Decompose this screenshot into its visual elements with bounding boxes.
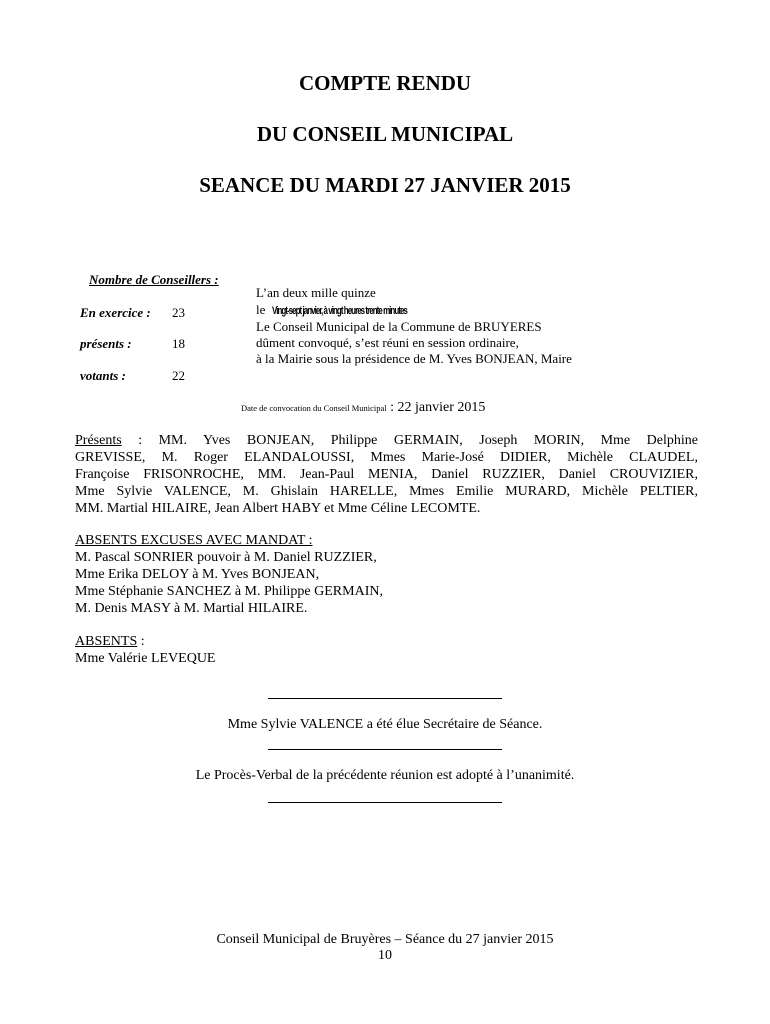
convocation-line: [241, 398, 485, 416]
absents-heading: ABSENTS: [75, 634, 138, 649]
intro-line-year: L’an deux mille quinze: [256, 285, 376, 300]
separator-rule: [268, 698, 502, 699]
absent-excuse-item: Mme Stéphanie SANCHEZ à M. Philippe GERMAIN,: [75, 584, 383, 599]
presents-line-4: Mme Sylvie VALENCE, M. Ghislain HARELLE, Mmes Emilie MURARD, Michèle PELTIER,: [75, 484, 698, 499]
separator-rule: [268, 802, 502, 803]
absents-heading-suffix: :: [137, 634, 145, 649]
document-title: COMPTE RENDU: [298, 71, 472, 95]
presents-line-2: GREVISSE, M. Roger ELANDALOUSSI, Mmes Marie-José DIDIER, Michèle CLAUDEL,: [75, 450, 698, 465]
exercice-value: 23: [172, 305, 185, 320]
presents-count-label: présents :: [80, 336, 132, 351]
intro-line-convoque: dûment convoqué, s’est réuni en session ordinaire,: [256, 335, 519, 350]
proces-verbal-resolution: Le Procès-Verbal de la précédente réunion est adopté à l’unanimité.: [195, 768, 575, 783]
absents-section: [75, 633, 698, 667]
absents-excuses-section: [75, 532, 698, 617]
votants-value: 22: [172, 368, 185, 383]
presents-line-3: Françoise FRISONROCHE, MM. Jean-Paul MENIA, Daniel RUZZIER, Daniel CROUVIZIER,: [75, 467, 698, 482]
convocation-label: Date de convocation du Conseil Municipal: [241, 403, 387, 413]
presents-paragraph: [75, 432, 698, 517]
votants-label: votants :: [80, 368, 126, 383]
document-subtitle: DU CONSEIL MUNICIPAL: [256, 122, 514, 146]
page-number: 10: [378, 948, 392, 963]
exercice-label: En exercice :: [80, 305, 151, 320]
presents-count-value: 18: [172, 336, 185, 351]
intro-date-text: Vingt-sept janvier, à vingt heures trente minutes: [271, 305, 407, 317]
footer-text: Conseil Municipal de Bruyères – Séance du 27 janvier 2015: [216, 932, 554, 947]
absent-excuse-item: M. Pascal SONRIER pouvoir à M. Daniel RUZZIER,: [75, 550, 377, 565]
absents-excuses-heading: ABSENTS EXCUSES AVEC MANDAT :: [75, 533, 313, 548]
conseillers-heading: Nombre de Conseillers :: [89, 272, 219, 287]
presents-line-1: : MM. Yves BONJEAN, Philippe GERMAIN, Joseph MORIN, Mme Delphine: [121, 433, 698, 448]
session-title: SEANCE DU MARDI 27 JANVIER 2015: [199, 173, 571, 197]
intro-date-prefix: le: [256, 302, 266, 317]
intro-line-date: [256, 302, 459, 318]
convocation-date: 22 janvier 2015: [397, 400, 486, 415]
intro-line-presidence: à la Mairie sous la présidence de M. Yves BONJEAN, Maire: [256, 351, 572, 366]
absent-name: Mme Valérie LEVEQUE: [75, 651, 216, 666]
separator-rule: [268, 749, 502, 750]
absent-excuse-item: Mme Erika DELOY à M. Yves BONJEAN,: [75, 567, 320, 582]
convocation-separator: :: [386, 400, 398, 415]
presents-label: Présents: [75, 433, 122, 448]
secretaire-resolution: Mme Sylvie VALENCE a été élue Secrétaire de Séance.: [227, 717, 543, 732]
absent-excuse-item: M. Denis MASY à M. Martial HILAIRE.: [75, 601, 308, 616]
presents-line-5: MM. Martial HILAIRE, Jean Albert HABY et Mme Céline LECOMTE.: [75, 501, 481, 516]
intro-line-commune: Le Conseil Municipal de la Commune de BRUYERES: [256, 319, 542, 334]
